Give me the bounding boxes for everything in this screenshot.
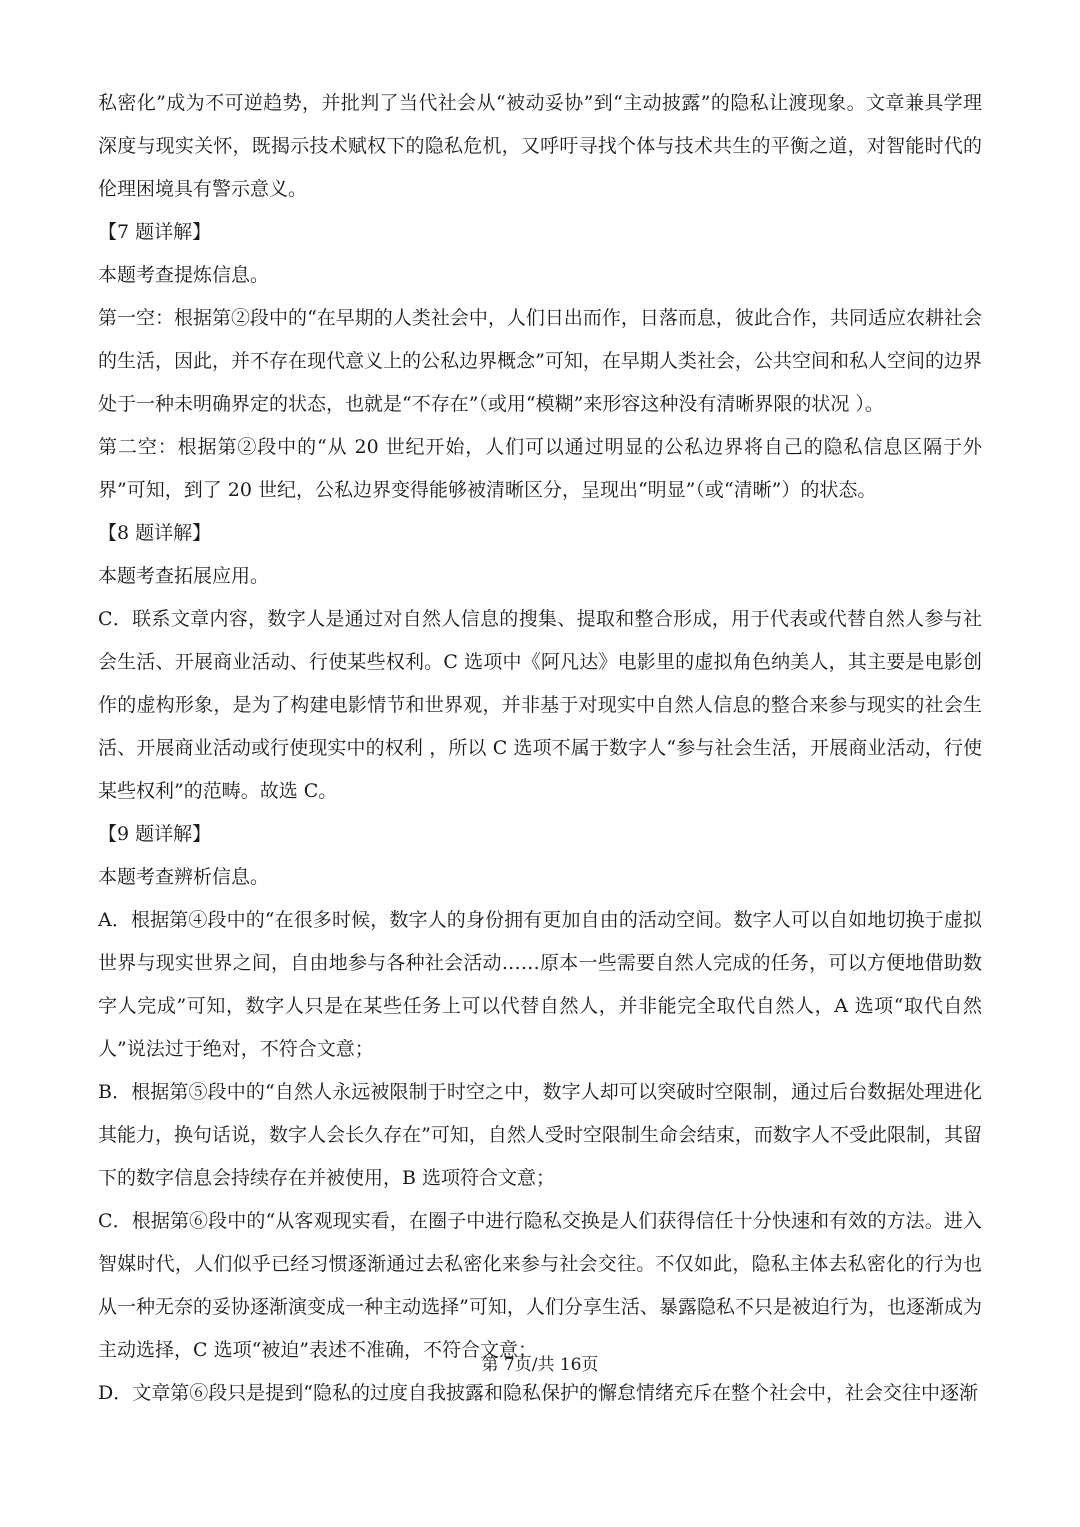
paragraph-q9-option-b: B．根据第⑤段中的“自然人永远被限制于时空之中，数字人却可以突破时空限制，通过后台数据处理进化其能力，换句话说，数字人会长久存在”可知，自然人受时空限制生命会结束，而数字人不受此限制，其留下的数字信息会持续存在并被使用，B 选项符合文意；: [98, 1081, 982, 1189]
paragraph-q9-option-a: A．根据第④段中的“在很多时候，数字人的身份拥有更加自由的活动空间。数字人可以自如地切换于虚拟世界与现实世界之间，自由地参与各种社会活动……原本一些需要自然人完成的任务，可以方便地借助数字人完成”可知，数字人只是在某些任务上可以代替自然人，并非能完全取代自然人，A 选项“取代自然人”说法过于绝对，不符合文意；: [98, 909, 982, 1060]
paragraph-q7-blank-2: 第二空：根据第②段中的“从 20 世纪开始，人们可以通过明显的公私边界将自己的隐私信息区隔于外界”可知，到了 20 世纪，公私边界变得能够被清晰区分，呈现出“明显”（或“清晰”）的状态。: [98, 436, 982, 501]
heading-q9-explanation: 【9 题详解】: [98, 823, 212, 845]
page-content: [98, 82, 982, 1415]
heading-q7-explanation: 【7 题详解】: [98, 221, 212, 243]
paragraph-q9-option-d: D．文章第⑥段只是提到“隐私的过度自我披露和隐私保护的懈怠情绪充斥在整个社会中，社会交往中逐渐: [98, 1382, 978, 1404]
paragraph-q8-option-c: C．联系文章内容，数字人是通过对自然人信息的搜集、提取和整合形成，用于代表或代替自然人参与社会生活、开展商业活动、行使某些权利。C 选项中《阿凡达》电影里的虚拟角色纳美人，其主要是电影创作的虚构形象，是为了构建电影情节和世界观，并非基于对现实中自然人信息的整合来参与现实的社会生活、开展商业活动或行使现实中的权利 ，所以 C 选项不属于数字人“参与社会生活，开展商业活动，行使某些权利”的范畴。故选 C。: [98, 608, 982, 802]
paragraph-essay-summary: 私密化”成为不可逆趋势，并批判了当代社会从“被动妥协”到“主动披露”的隐私让渡现象。文章兼具学理深度与现实关怀，既揭示技术赋权下的隐私危机，又呼吁寻找个体与技术共生的平衡之道，对智能时代的伦理困境具有警示意义。: [98, 92, 982, 200]
heading-q8-explanation: 【8 题详解】: [98, 522, 212, 544]
paragraph-q9-topic: 本题考查辨析信息。: [98, 866, 270, 888]
paragraph-q9-option-c: C．根据第⑥段中的“从客观现实看，在圈子中进行隐私交换是人们获得信任十分快速和有效的方法。进入智媒时代，人们似乎已经习惯逐渐通过去私密化来参与社会交往。不仅如此，隐私主体去私密化的行为也从一种无奈的妥协逐渐演变成一种主动选择”可知，人们分享生活、暴露隐私不只是被迫行为，也逐渐成为主动选择，C 选项“被迫”表述不准确，不符合文意；: [98, 1210, 982, 1361]
paragraph-q8-topic: 本题考查拓展应用。: [98, 565, 270, 587]
page-number-footer: 第 7页/共 16页: [481, 1355, 599, 1375]
paragraph-q7-blank-1: 第一空：根据第②段中的“在早期的人类社会中，人们日出而作，日落而息，彼此合作，共同适应农耕社会的生活，因此，并不存在现代意义上的公私边界概念”可知，在早期人类社会，公共空间和私人空间的边界处于一种未明确界定的状态，也就是“不存在”（或用“模糊”来形容这种没有清晰界限的状况 ）。: [98, 307, 982, 415]
paragraph-q7-topic: 本题考查提炼信息。: [98, 264, 270, 286]
